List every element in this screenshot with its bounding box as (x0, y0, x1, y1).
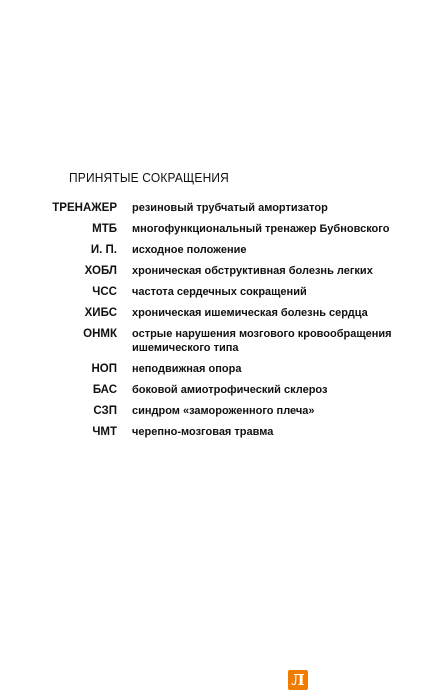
definition-line: боковой амиотрофический склероз (132, 384, 328, 396)
abbreviation-term: ОНМК (83, 328, 117, 340)
definition-line: синдром «замороженного плеча» (132, 405, 315, 417)
abbreviation-definition (132, 264, 372, 278)
abbreviation-row (0, 362, 433, 376)
abbreviation-term: ХОБЛ (84, 265, 117, 277)
abbreviation-term: ТРЕНАЖЕР (52, 202, 117, 214)
definition-line: острые нарушения мозгового кровообращения (132, 328, 392, 340)
abbreviation-row (0, 201, 433, 215)
definition-line: хроническая обструктивная болезнь легких (132, 265, 373, 277)
definition-line: неподвижная опора (132, 363, 242, 375)
abbreviation-row (0, 285, 433, 299)
abbreviation-definition (132, 383, 372, 397)
abbreviation-definition (132, 404, 372, 418)
abbreviation-row (0, 264, 433, 278)
abbreviation-term: ХИБС (84, 307, 117, 319)
abbreviation-definition (132, 201, 372, 215)
abbreviation-term: МТБ (92, 223, 117, 235)
abbreviation-definition (132, 362, 372, 376)
abbreviation-row (0, 243, 433, 257)
abbreviation-definition (132, 425, 372, 439)
abbreviation-row (0, 222, 433, 236)
abbreviation-row (0, 383, 433, 397)
definition-line: исходное положение (132, 244, 247, 256)
definition-line: ишемического типа (132, 342, 239, 354)
abbreviation-definition (132, 306, 372, 320)
abbreviation-row (0, 306, 433, 320)
abbreviation-list (0, 201, 433, 446)
abbreviation-term: СЗП (93, 405, 117, 417)
abbreviation-term: БАС (92, 384, 117, 396)
definition-line: черепно-мозговая травма (132, 426, 274, 438)
abbreviation-definition (132, 285, 372, 299)
abbreviation-definition (132, 222, 390, 236)
abbreviation-term: ЧСС (92, 286, 117, 298)
abbreviation-row (0, 327, 433, 355)
publisher-logo-letter: Л (291, 671, 305, 689)
definition-line: частота сердечных сокращений (132, 286, 307, 298)
definition-line: многофункциональный тренажер Бубновского (132, 223, 390, 235)
abbreviation-definition (132, 327, 392, 355)
abbreviation-term: НОП (91, 363, 117, 375)
page-title: ПРИНЯТЫЕ СОКРАЩЕНИЯ (69, 170, 229, 185)
definition-line: резиновый трубчатый амортизатор (132, 202, 328, 214)
abbreviation-row (0, 404, 433, 418)
abbreviation-row (0, 425, 433, 439)
definition-line: хроническая ишемическая болезнь сердца (132, 307, 368, 319)
abbreviation-definition (132, 243, 372, 257)
abbreviation-term: ЧМТ (92, 426, 117, 438)
publisher-logo (288, 670, 308, 690)
abbreviation-term: И. П. (90, 244, 117, 256)
